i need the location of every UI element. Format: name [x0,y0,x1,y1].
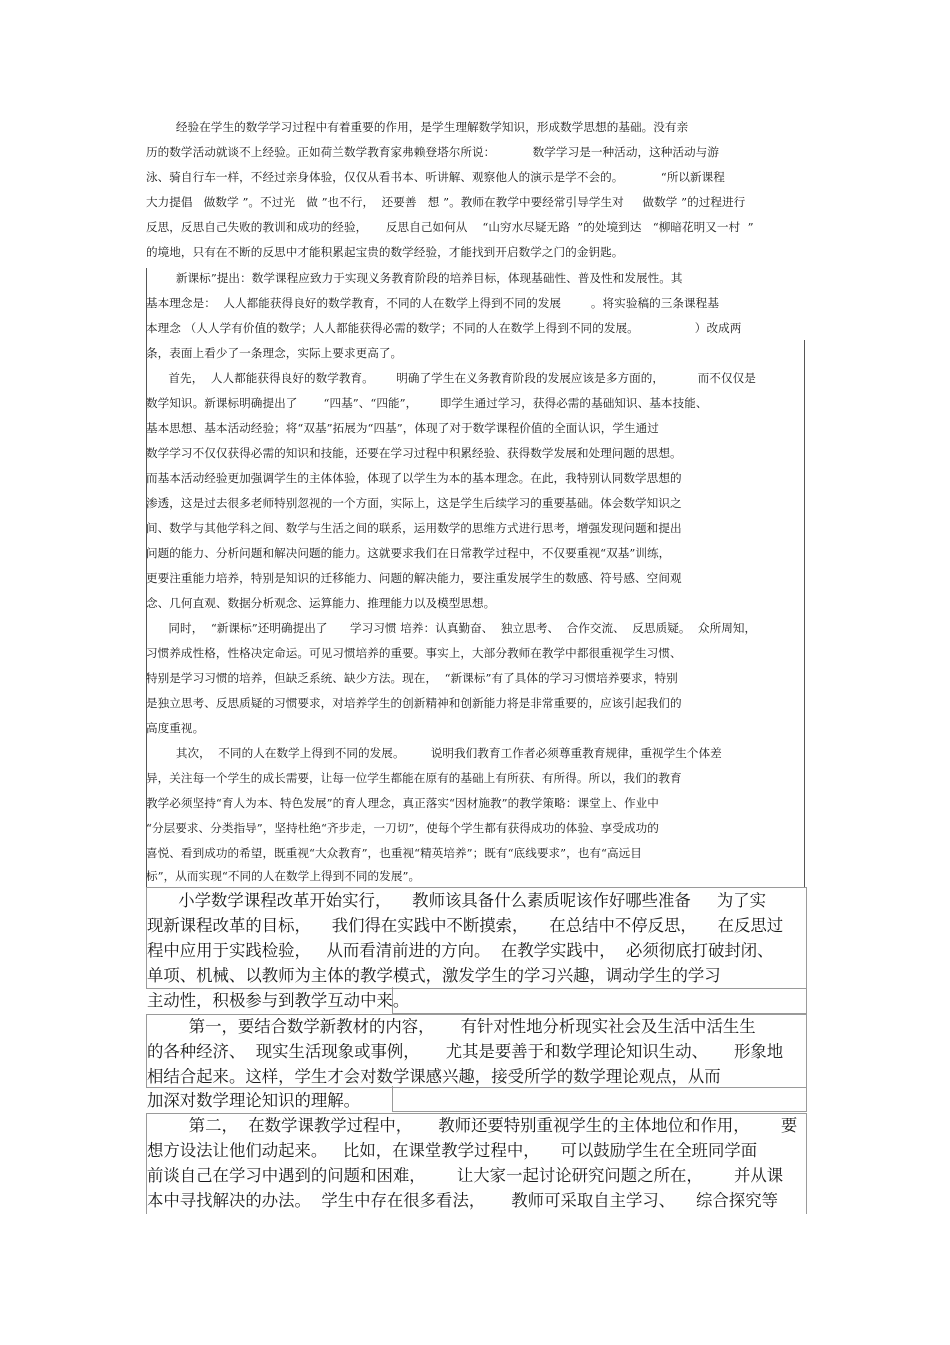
text-line: 教学必须坚持“育人为本、特色发展”的育人理念，真正落实“因材施教”的教学策略：课堂上、作业中 [146,796,659,810]
text-line: 基本思想、基本活动经验；将“双基”拓展为“四基”，体现了对于数学课程价值的全面认识，学生通过 [146,421,659,435]
text-line: 标”，从而实现“不同的人在数学上得到不同的发展”。 [146,869,421,883]
text-line: 条，表面上看少了一条理念，实际上要求更高了。 [146,346,403,360]
text-line: 程中应用于实践检验， 从而看清前进的方向。 在教学实践中， 必须彻底打破封闭、 [147,941,774,960]
text-line: 高度重视。 [146,721,205,735]
text-line: 间、数学与其他学科之间、数学与生活之间的联系，运用数学的思维方式进行思考，增强发现问题和提出 [146,521,682,535]
text-line: 异，关注每一个学生的成长需要，让每一位学生都能在原有的基础上有所获、有所得。所以，我们的教育 [146,771,682,785]
text-line: 同时， “新课标”还明确提出了 学习习惯 培养：认真勤奋、 独立思考、 合作交流、 反思质疑。 众所周知， [146,621,757,635]
text-line: 本理念 （人人学有价值的数学；人人都能获得必需的数学；不同的人在数学上得到不同的发展。 ）改成两 [146,321,742,335]
text-line: 现新课程改革的目标， 我们得在实践中不断摸索， 在总结中不停反思， 在反思过 [147,916,784,935]
text-line: 第二， 在数学课教学过程中， 教师还要特别重视学生的主体地位和作用， 要 [147,1116,798,1135]
text-line: 数学学习不仅仅获得必需的知识和技能，还要在学习过程中积累经验、获得数学发展和处理问题的思想。 [146,446,682,460]
text-line: 问题的能力、分析问题和解决问题的能力。这就要求我们在日常教学过程中，不仅要重视“双基”训练， [146,546,671,560]
text-line: 习惯养成性格，性格决定命运。可见习惯培养的重要。事实上，大部分教师在教学中都很重视学生习惯、 [146,646,682,660]
text-line: 新课标”提出：数学课程应致力于实现义务教育阶段的培养目标，体现基础性、普及性和发展性。其 [146,271,683,285]
text-line: 是独立思考、反思质疑的习惯要求，对培养学生的创新精神和创新能力将是非常重要的，应该引起我们的 [146,696,682,710]
paragraph-box-4 [392,1086,807,1112]
text-line: 本中寻找解决的办法。 学生中存在很多看法， 教师可采取自主学习、 综合探究等 [147,1191,778,1210]
text-line: 反思，反思自己失败的教训和成功的经验， 反思自己如何从 “山穷水尽疑无路 ”的处境到达 “柳暗花明又一村 ” [146,220,754,234]
right-margin-rule-top [804,340,805,888]
text-line: 前谈自己在学习中遇到的问题和困难， 让大家一起讨论研究问题之所在， 并从课 [147,1166,784,1185]
text-line: 的各种经济、 现实生活现象或事例， 尤其是要善于和数学理论知识生动、 形象地 [147,1042,784,1061]
text-line: 其次， 不同的人在数学上得到不同的发展。 说明我们教育工作者必须尊重教育规律，重视学生个体差 [146,746,722,760]
text-line: “分层要求、分类指导”，坚持杜绝“齐步走，一刀切”，使每个学生都有获得成功的体验、享受成功的 [146,821,659,835]
text-line: 大力提倡 做数学 ”。不过光 做 ”也不行， 还要善 想 ”。教师在教学中要经常引导学生对 做数学 ”的过程进行 [146,195,746,209]
text-line: 第一，要结合数学新教材的内容， 有针对性地分析现实社会及生活中活生生 [147,1017,756,1036]
text-line: 主动性，积极参与到教学互动中来。 [147,991,410,1010]
text-line: 单项、机械、以教师为主体的教学模式，激发学生的学习兴趣，调动学生的学习 [147,966,721,985]
text-line: 泳、骑自行车一样，不经过亲身体验，仅仅从看书本、听讲解、观察他人的演示是学不会的。 “所以新课程 [146,170,725,184]
text-line: 特别是学习习惯的培养，但缺乏系统、缺少方法。现在， “新课标”有了具体的学习习惯培养要求，特别 [146,671,678,685]
paragraph-box-2 [392,987,807,1014]
text-line: 历的数学活动就谈不上经验。正如荷兰数学教育家弗赖登塔尔所说： 数学学习是一种活动，这种活动与游 [146,145,719,159]
text-line: 渗透，这是过去很多老师特别忽视的一个方面，实际上，这是学生后续学习的重要基础。体会数学知识之 [146,496,682,510]
text-line: 相结合起来。这样，学生才会对数学课感兴趣，接受所学的数学理论观点，从而 [147,1067,721,1086]
text-line: 的境地，只有在不断的反思中才能积累起宝贵的数学经验，才能找到开启数学之门的金钥匙。 [146,245,624,259]
text-line: 喜悦、看到成功的希望，既重视“大众教育”，也重视“精英培养”；既有“底线要求”，也有“高远目 [146,846,642,860]
text-line: 加深对数学理论知识的理解。 [147,1091,361,1110]
text-line: 经验在学生的数学学习过程中有着重要的作用，是学生理解数学知识，形成数学思想的基础。没有亲 [146,120,689,134]
text-line: 而基本活动经验更加强调学生的主体体验，体现了以学生为本的基本理念。在此，我特别认同数学思想的 [146,471,682,485]
text-line: 基本理念是： 人人都能获得良好的数学教育，不同的人在数学上得到不同的发展 。将实验稿的三条课程基 [146,296,719,310]
text-line: 数学知识。新课标明确提出了 “四基”、“四能”， 即学生通过学习，获得必需的基础知识、基本技能、 [146,396,708,410]
text-line: 首先， 人人都能获得良好的数学教育。 明确了学生在义务教育阶段的发展应该是多方面的， 而不仅仅是 [146,371,756,385]
text-line: 更要注重能力培养，特别是知识的迁移能力、问题的解决能力，要注重发展学生的数感、符号感、空间观 [146,571,682,585]
text-line: 小学数学课程改革开始实行， 教师该具备什么素质呢该作好哪些准备 为了实 [147,891,767,910]
text-line: 念、几何直观、数据分析观念、运算能力、推理能力以及模型思想。 [146,596,496,610]
text-line: 想方设法让他们动起来。 比如，在课堂教学过程中， 可以鼓励学生在全班同学面 [147,1141,758,1160]
